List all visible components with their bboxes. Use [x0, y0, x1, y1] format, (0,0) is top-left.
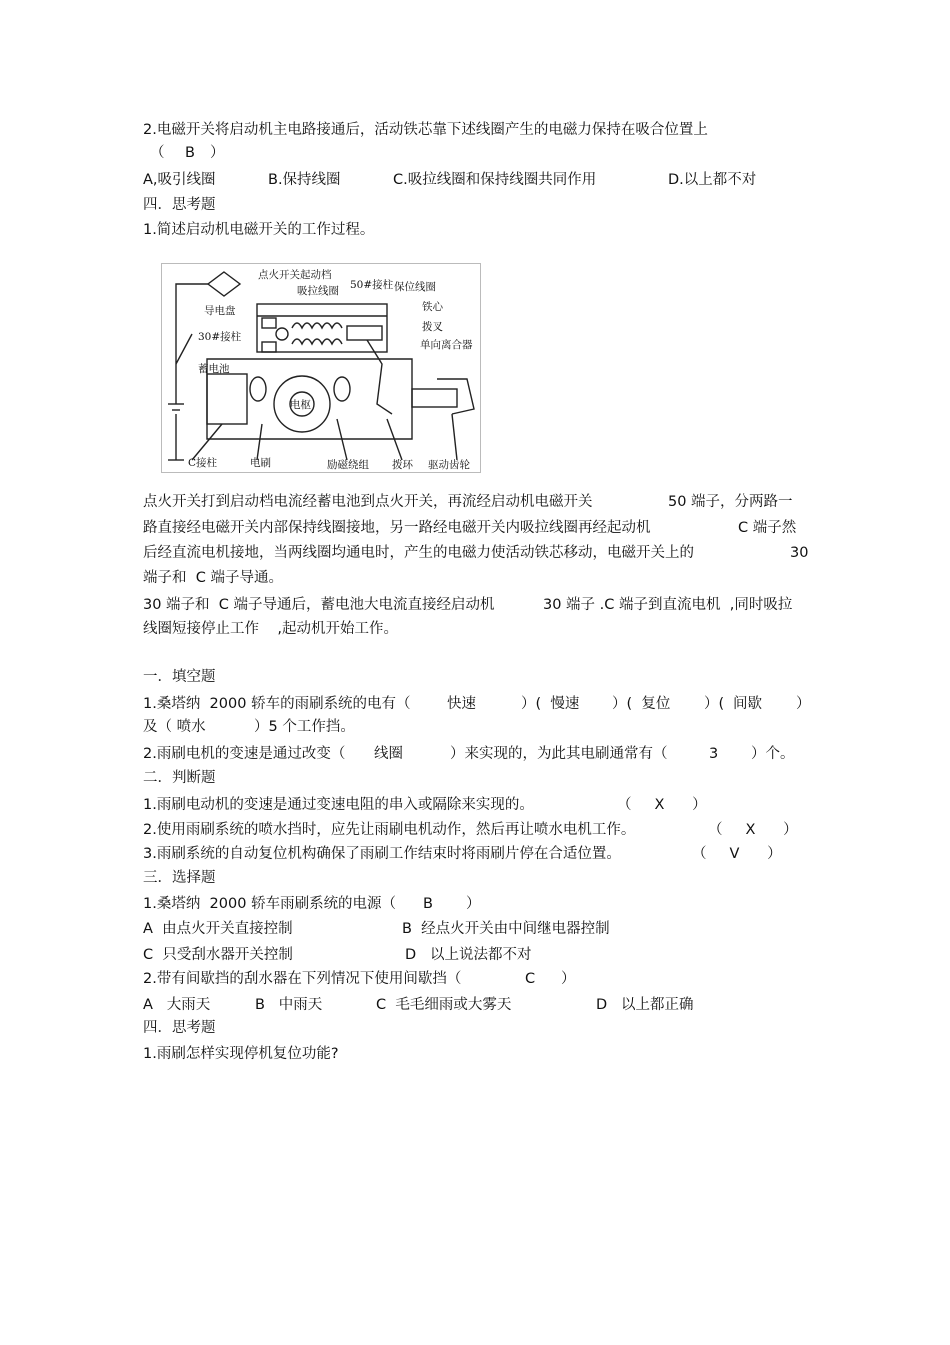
- fill-q1-paren: ）(: [704, 696, 725, 712]
- label-ignition: 点火开关起动档: [258, 269, 332, 281]
- choice-q1-option-b: B 经点火开关由中间继电器控制: [402, 921, 610, 937]
- label-c: C接柱: [188, 457, 218, 469]
- judge-q1: 1.雨刷电动机的变速是通过变速电阻的串入或隔除来实现的。: [143, 797, 534, 813]
- diagram-svg: [162, 264, 480, 472]
- label-field: 励磁绕组: [327, 459, 369, 471]
- option-c: C.吸拉线圈和保持线圈共同作用: [393, 172, 597, 188]
- answer-line-4: 端子和 C 端子导通。: [143, 570, 283, 586]
- label-clutch: 单向离合器: [420, 339, 473, 351]
- choice-q1-answer: B: [423, 896, 433, 912]
- pull-coil-shape: [292, 323, 342, 328]
- label-30: 30#接柱: [198, 331, 242, 343]
- paren-right: ）: [210, 145, 225, 161]
- choice-q2: 2.带有间歇挡的刮水器在下列情况下使用间歇挡（: [143, 971, 462, 987]
- label-core: 铁心: [422, 301, 443, 313]
- section-heading-choice: 三．选择题: [143, 870, 216, 886]
- fill-q2-part2: ）来实现的，为此其电刷通常有（: [450, 746, 668, 762]
- label-fork: 拨叉: [422, 321, 443, 333]
- think-q-wiper: 1.雨刷怎样实现停机复位功能?: [143, 1046, 339, 1062]
- label-battery: 蓄电池: [198, 363, 230, 375]
- starter-solenoid-diagram: [161, 263, 481, 473]
- option-d: D.以上都不对: [668, 172, 757, 188]
- answer-line-3a: 后经直流电机接地，当两线圈均通电时，产生的电磁力使活动铁芯移动，电磁开关上的: [143, 545, 694, 561]
- judge-q2: 2.使用雨刷系统的喷水挡时，应先让雨刷电机动作，然后再让喷水电机工作。: [143, 822, 636, 838]
- answer-line-2a: 路直接经电磁开关内部保持线圈接地，另一路经电磁开关内吸拉线圈再经起动机: [143, 520, 651, 536]
- ignition-switch-shape: [208, 272, 240, 296]
- judge-q3-answer: （ V ）: [692, 846, 782, 862]
- fill-q1-part1: 1.桑塔纳 2000 轿车的雨刷系统的电有（: [143, 696, 411, 712]
- answer-line-2b: C 端子然: [738, 520, 797, 536]
- answer-line-5a: 30 端子和 C 端子导通后，蓄电池大电流直接经启动机: [143, 597, 495, 613]
- fill-q1-end: ）5 个工作挡。: [254, 719, 355, 735]
- label-hold-coil: 保位线圈: [394, 281, 436, 293]
- choice-q2-option-c: C 毛毛细雨或大雾天: [376, 997, 512, 1013]
- label-armature: 电枢: [290, 399, 311, 411]
- fill-q2-end: ）个。: [751, 746, 795, 762]
- section-heading-think-2: 四．思考题: [143, 1020, 216, 1036]
- fill-q1-spray: 及（ 喷水: [143, 719, 206, 735]
- hold-coil-shape: [292, 339, 342, 344]
- choice-q1-close: ）: [466, 896, 481, 912]
- answer-line-3b: 30: [790, 545, 809, 561]
- fill-q2-coil: 线圈: [374, 746, 403, 762]
- think-question-1: 1.简述启动机电磁开关的工作过程。: [143, 222, 375, 238]
- choice-q2-close: ）: [561, 971, 576, 987]
- answer-b: B: [185, 145, 195, 161]
- choice-q1-option-d: D 以上说法都不对: [405, 947, 532, 963]
- drive-gear-shape: [437, 379, 474, 414]
- label-pull-coil: 吸拉线圈: [297, 285, 339, 297]
- choice-q2-option-b: B 中雨天: [255, 997, 323, 1013]
- fill-q1-fast: 快速: [447, 696, 476, 712]
- fill-q1-intermittent: 间歇: [733, 696, 762, 712]
- fill-q2-part1: 2.雨刷电机的变速是通过改变（: [143, 746, 346, 762]
- answer-line-1b: 50 端子，分两路一: [668, 494, 793, 510]
- fill-q1-slow: ）( 慢速: [521, 696, 580, 712]
- section-heading-judge: 二．判断题: [143, 770, 216, 786]
- choice-q2-option-d: D 以上都正确: [596, 997, 694, 1013]
- fill-q1-reset: ）( 复位: [612, 696, 671, 712]
- label-gear: 驱动齿轮: [428, 459, 470, 471]
- choice-q2-answer: C: [525, 971, 536, 987]
- label-ring: 拨环: [392, 459, 413, 471]
- paren-left: （: [150, 145, 165, 161]
- label-50: 50#接柱: [350, 279, 394, 291]
- label-contact-disc: 导电盘: [204, 305, 236, 317]
- section-heading-fill: 一．填空题: [143, 669, 216, 685]
- option-a: A,吸引线圈: [143, 172, 216, 188]
- fill-q2-num: 3: [709, 746, 719, 762]
- fill-q1-close: ）: [796, 696, 811, 712]
- answer-line-1a: 点火开关打到启动档电流经蓄电池到点火开关，再流经启动机电磁开关: [143, 494, 593, 510]
- answer-line-5b: 30 端子 .C 端子到直流电机 ,同时吸拉: [543, 597, 793, 613]
- choice-q2-option-a: A 大雨天: [143, 997, 211, 1013]
- option-b: B.保持线圈: [268, 172, 341, 188]
- judge-q1-answer: （ X ）: [617, 797, 707, 813]
- question-2-stem: 2.电磁开关将启动机主电路接通后，活动铁芯靠下述线圈产生的电磁力保持在吸合位置上: [143, 122, 708, 138]
- choice-q1: 1.桑塔纳 2000 轿车雨刷系统的电源（: [143, 896, 397, 912]
- choice-q1-option-a: A 由点火开关直接控制: [143, 921, 293, 937]
- label-brush: 电刷: [250, 457, 271, 469]
- answer-line-6: 线圈短接停止工作 ,起动机开始工作。: [143, 621, 399, 637]
- choice-q1-option-c: C 只受刮水器开关控制: [143, 947, 293, 963]
- section-heading-think: 四．思考题: [143, 197, 216, 213]
- judge-q2-answer: （ X ）: [708, 822, 798, 838]
- judge-q3: 3.雨刷系统的自动复位机构确保了雨刷工作结束时将雨刷片停在合适位置。: [143, 846, 621, 862]
